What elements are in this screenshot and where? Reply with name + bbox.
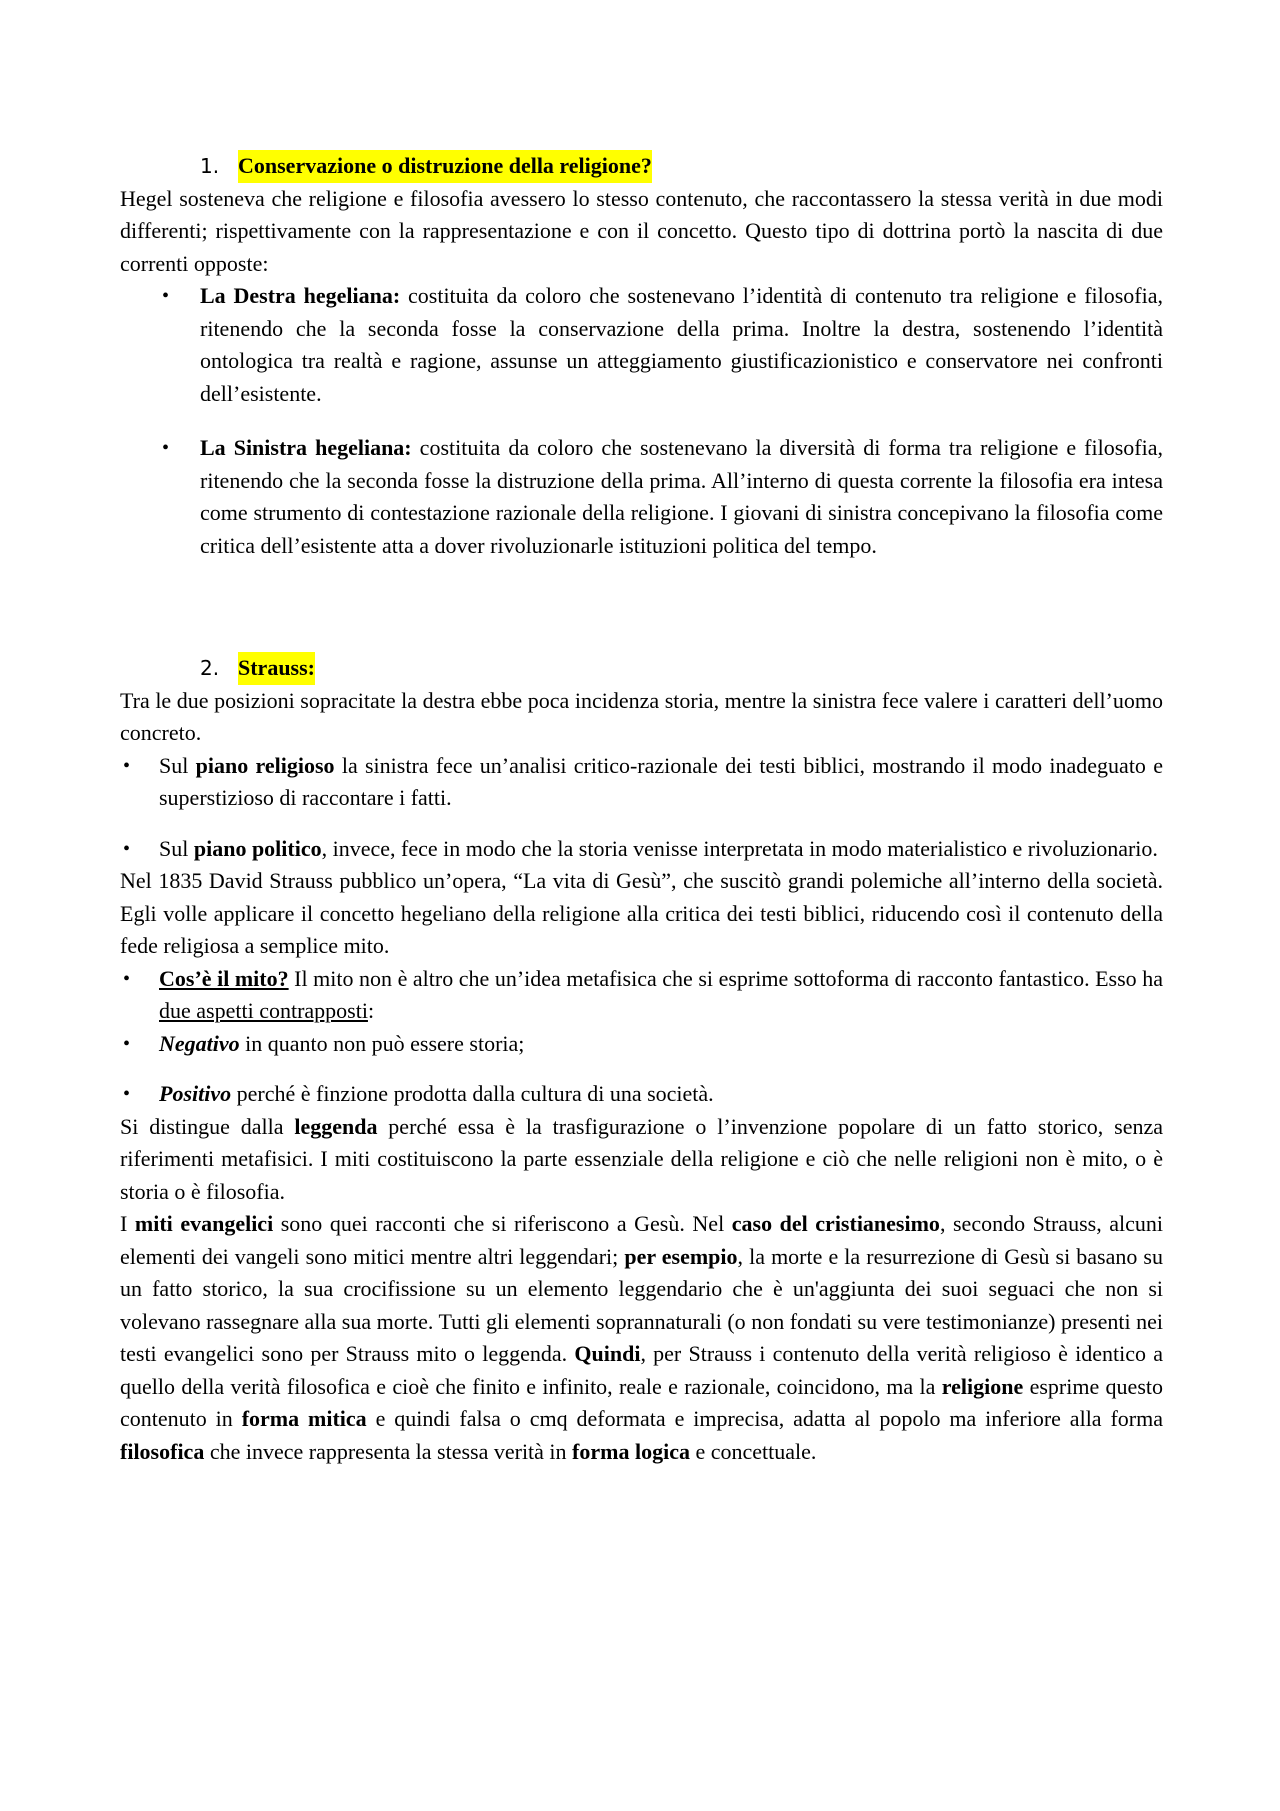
bold-term: forma logica [572, 1438, 690, 1464]
text-run: Sul [159, 752, 196, 778]
text-run: : [367, 998, 375, 1023]
spacer [120, 1060, 1163, 1078]
bullet-icon: • [162, 285, 170, 307]
section-spacer [120, 562, 1163, 652]
text-run: in quanto non può essere storia; [239, 1030, 525, 1056]
text-run: la sinistra fece un’analisi critico-razionale dei testi biblici, mostrando il modo inadeguato e superstizioso di raccontare i fatti. [159, 752, 1163, 810]
text-run: Si distingue dalla [120, 1113, 295, 1139]
text-run: , invece, fece in modo che la storia venisse interpretata in modo materialistico e rivoluzionario. [321, 835, 1158, 861]
text-run: che invece rappresenta la stessa verità in [204, 1438, 573, 1464]
section-2-title: Strauss: [238, 652, 315, 685]
list-item-destra [120, 280, 1163, 410]
list-item-piano-politico [120, 833, 1163, 866]
piano-religioso-label: piano religioso [195, 752, 335, 778]
myth-aspects: due aspetti contrapposti [159, 998, 368, 1023]
section-1-intro: Hegel sosteneva che religione e filosofia avessero lo stesso contenuto, che raccontassero la stessa verità in due modi differenti; rispettivamente con la rappresentazione e con il concetto. Questo tipo di dottrina portò la nascita di due correnti opposte: [120, 185, 1163, 276]
spacer [120, 815, 1163, 833]
bold-term: religione [941, 1373, 1024, 1399]
positive-label: Positivo [159, 1081, 232, 1106]
list-item-piano-religioso [120, 750, 1163, 815]
document-page [120, 150, 1163, 1468]
text-run: , secondo Strauss, alcuni elementi dei vangeli sono mitici mentre altri leggendari; [120, 1211, 1164, 1269]
bold-term: caso del cristianesimo [731, 1211, 940, 1236]
text-run: perché essa è la trasfigurazione o l’invenzione popolare di un fatto storico, senza riferimenti metafisici. I miti costituiscono la parte essenziale della religione e ciò che nelle religioni non è mito, o è storia o è filosofia. [120, 1113, 1163, 1204]
text-run: esprime questo contenuto in [120, 1373, 1163, 1431]
text-run: , la morte e la resurrezione di Gesù si basano su un fatto storico, la sua crocifissione su un elemento leggendario che è un'aggiunta dei suoi seguaci che non si volevano rassegnare alla sua morte. Tutti gli elementi soprannaturali (o non fondati su vere testimonianze) presenti nei testi evangelici sono per Strauss mito o leggenda. [120, 1243, 1163, 1366]
bold-term: per esempio [624, 1243, 738, 1269]
section-1-heading [120, 150, 1163, 183]
bold-term: filosofica [120, 1438, 205, 1464]
bold-term: forma mitica [241, 1406, 367, 1431]
bullet-icon: • [162, 437, 170, 459]
text-run: e quindi falsa o cmq deformata e imprecisa, adatta al popolo ma inferiore alla forma [366, 1406, 1163, 1431]
text-run: , per Strauss i contenuto della verità religioso è identico a quello della verità filosofica e cioè che finito e infinito, reale e razionale, coincidono, ma la [120, 1341, 1164, 1399]
text-run: e concettuale. [689, 1438, 817, 1464]
currents-list [120, 280, 1163, 562]
list-item-sinistra [120, 432, 1163, 562]
strauss-paragraph: Nel 1835 David Strauss pubblico un’opera, “La vita di Gesù”, che suscitò grandi polemiche all’interno della società. Egli volle applicare il concetto hegeliano della religione alla critica dei testi biblici, riducendo così il contenuto della fede religiosa a semplice mito. [120, 868, 1163, 958]
bold-term: Quindi [574, 1341, 641, 1366]
text-run: sono quei racconti che si riferiscono a Gesù. Nel [273, 1211, 732, 1236]
list-item-positive [120, 1078, 1163, 1111]
piano-politico-label: piano politico [193, 835, 322, 861]
section-2-heading [120, 652, 1163, 685]
destra-text: costituita da coloro che sostenevano l’identità di contenuto tra religione e filosofia, ritenendo che la seconda fosse la conservazione della prima. Inoltre la destra, sostenendo l’identità ontologica tra realtà e ragione, assunse un atteggiamento giustificazionistico e conservatore nei confronti dell’esistente. [200, 283, 1164, 406]
myth-question: Cos’è il mito? [159, 965, 289, 991]
section-1-title: Conservazione o distruzione della religione? [238, 150, 652, 183]
gospel-paragraph [120, 1208, 1163, 1468]
bullet-icon: • [123, 754, 131, 777]
text-run: Sul [159, 835, 194, 861]
bold-term: miti evangelici [134, 1211, 274, 1236]
text-run: I [120, 1211, 135, 1236]
list-item-myth [120, 963, 1163, 1028]
negative-label: Negativo [159, 1030, 240, 1056]
section-2-number: 2. [200, 656, 220, 680]
list-item-negative [120, 1028, 1163, 1061]
text-run: perché è finzione prodotta dalla cultura di una società. [231, 1081, 714, 1106]
bold-term: leggenda [294, 1113, 378, 1139]
text-run: Il mito non è altro che un’idea metafisica che si esprime sottoforma di racconto fantastico. Esso ha [288, 965, 1163, 991]
bullet-icon: • [123, 837, 131, 860]
sinistra-label: La Sinistra hegeliana: [200, 435, 412, 460]
section-1-number: 1. [200, 154, 220, 178]
bullet-icon: • [123, 1083, 131, 1105]
destra-label: La Destra hegeliana: [200, 283, 401, 308]
bullet-icon: • [123, 967, 131, 990]
bullet-icon: • [123, 1032, 131, 1055]
legend-paragraph [120, 1111, 1163, 1209]
section-2-intro: Tra le due posizioni sopracitate la destra ebbe poca incidenza storia, mentre la sinistra fece valere i caratteri dell’uomo concreto. [120, 687, 1163, 745]
spacer [120, 410, 1163, 432]
sinistra-text: costituita da coloro che sostenevano la diversità di forma tra religione e filosofia, ritenendo che la seconda fosse la distruzione della prima. All’interno di questa corrente la filosofia era intesa come strumento di contestazione razionale della religione. I giovani di sinistra concepivano la filosofia come critica dell’esistente atta a dover rivoluzionarle istituzioni politica del tempo. [200, 435, 1163, 558]
planes-list [120, 750, 1163, 866]
myth-list [120, 963, 1163, 1111]
